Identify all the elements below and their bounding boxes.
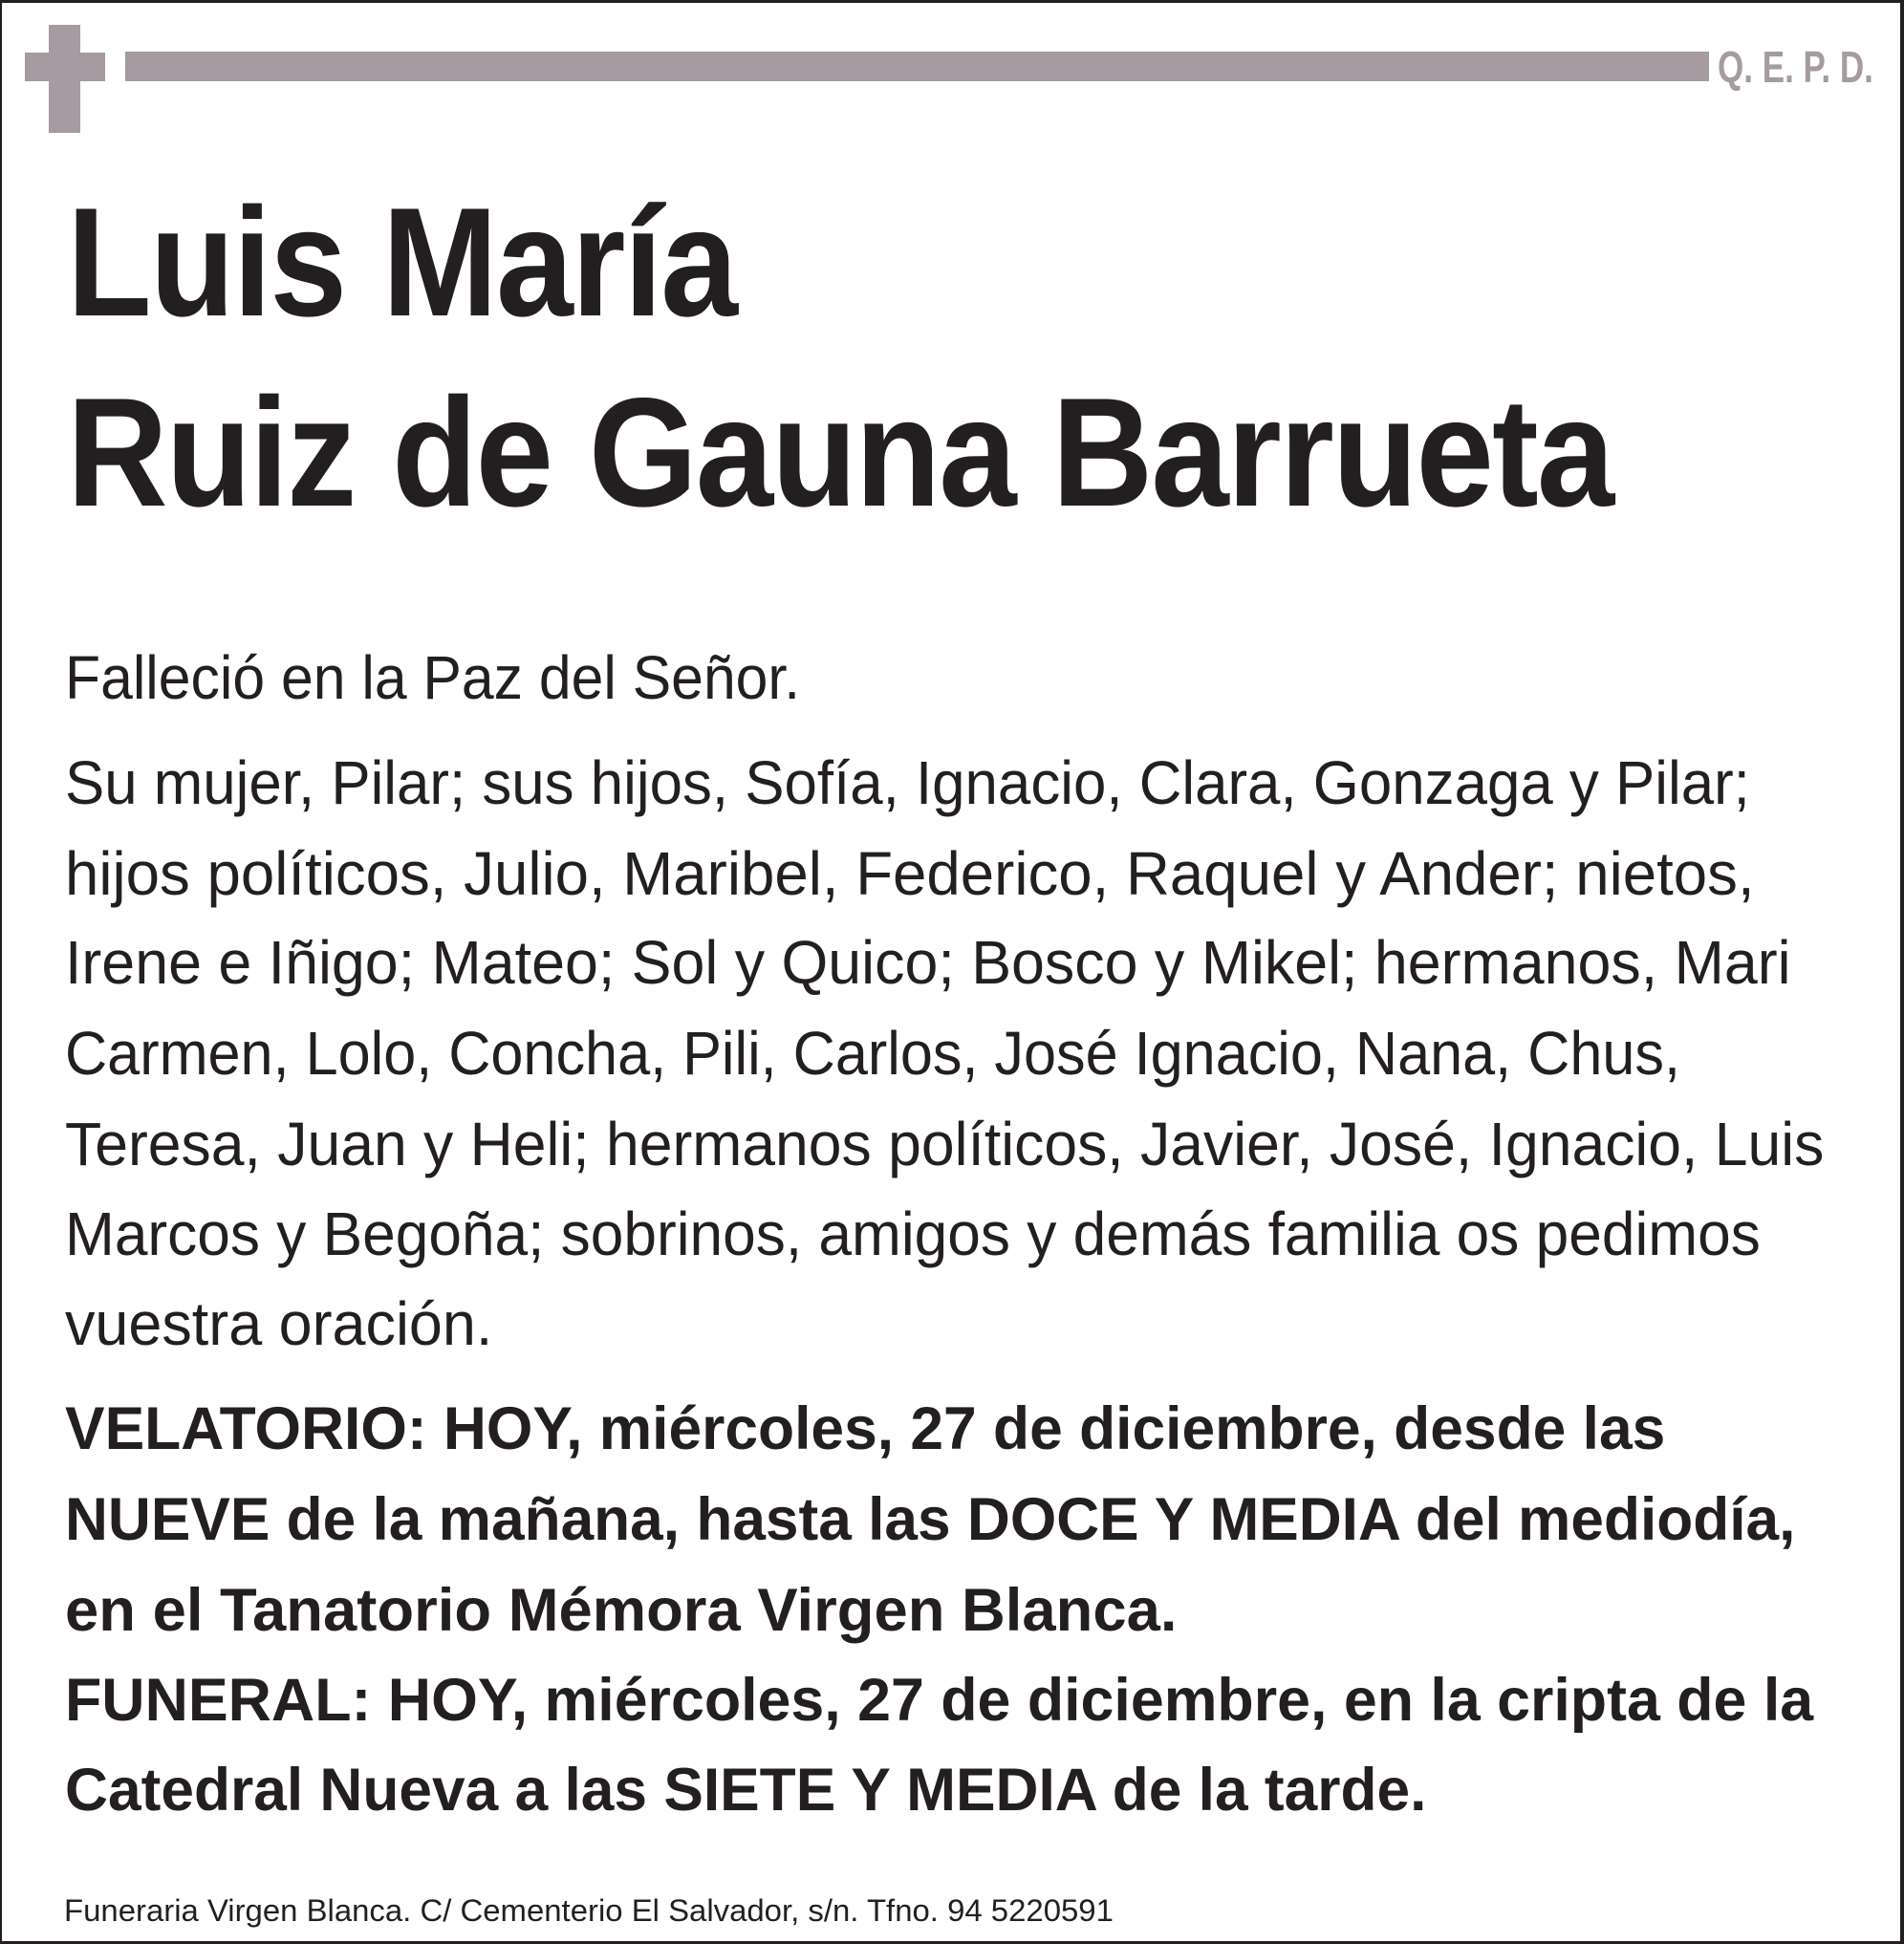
family-line: hijos políticos, Julio, Maribel, Federico, Raquel y Ander; nietos, [65, 839, 1755, 908]
family-line: vuestra oración. [65, 1289, 493, 1358]
wake-line: VELATORIO: HOY, miércoles, 27 de diciembre, desde las [65, 1395, 1666, 1462]
wake-line: en el Tanatorio Mémora Virgen Blanca. [65, 1577, 1178, 1644]
cross-horizontal-bar [25, 53, 105, 81]
wake-line: NUEVE de la mañana, hasta las DOCE Y MEDIA del mediodía, [65, 1486, 1796, 1553]
funeral-line: Catedral Nueva a las SIETE Y MEDIA de la tarde. [65, 1757, 1427, 1824]
family-line: Teresa, Juan y Heli; hermanos políticos, Javier, José, Ignacio, Luis [65, 1110, 1825, 1178]
funeral-home-footer: Funeraria Virgen Blanca. C/ Cementerio El Salvador, s/n. Tfno. 94 5220591 [64, 1893, 1114, 1928]
deceased-name-line-2: Ruiz de Gauna Barrueta [67, 366, 1613, 539]
header-rule [125, 52, 1709, 81]
qepd-label: Q. E. P. D. [1718, 42, 1873, 92]
family-line: Irene e Iñigo; Mateo; Sol y Quico; Bosco y Mikel; hermanos, Mari [65, 928, 1791, 997]
family-line: Su mujer, Pilar; sus hijos, Sofía, Ignacio, Clara, Gonzaga y Pilar; [65, 748, 1750, 817]
family-line: Marcos y Begoña; sobrinos, amigos y demás familia os pedimos [65, 1199, 1761, 1268]
intro-text: Falleció en la Paz del Señor. [65, 643, 801, 712]
deceased-name-line-1: Luis María [67, 176, 737, 349]
family-line: Carmen, Lolo, Concha, Pili, Carlos, José Ignacio, Nana, Chus, [65, 1019, 1680, 1088]
funeral-line: FUNERAL: HOY, miércoles, 27 de diciembre, en la cripta de la [65, 1667, 1814, 1734]
